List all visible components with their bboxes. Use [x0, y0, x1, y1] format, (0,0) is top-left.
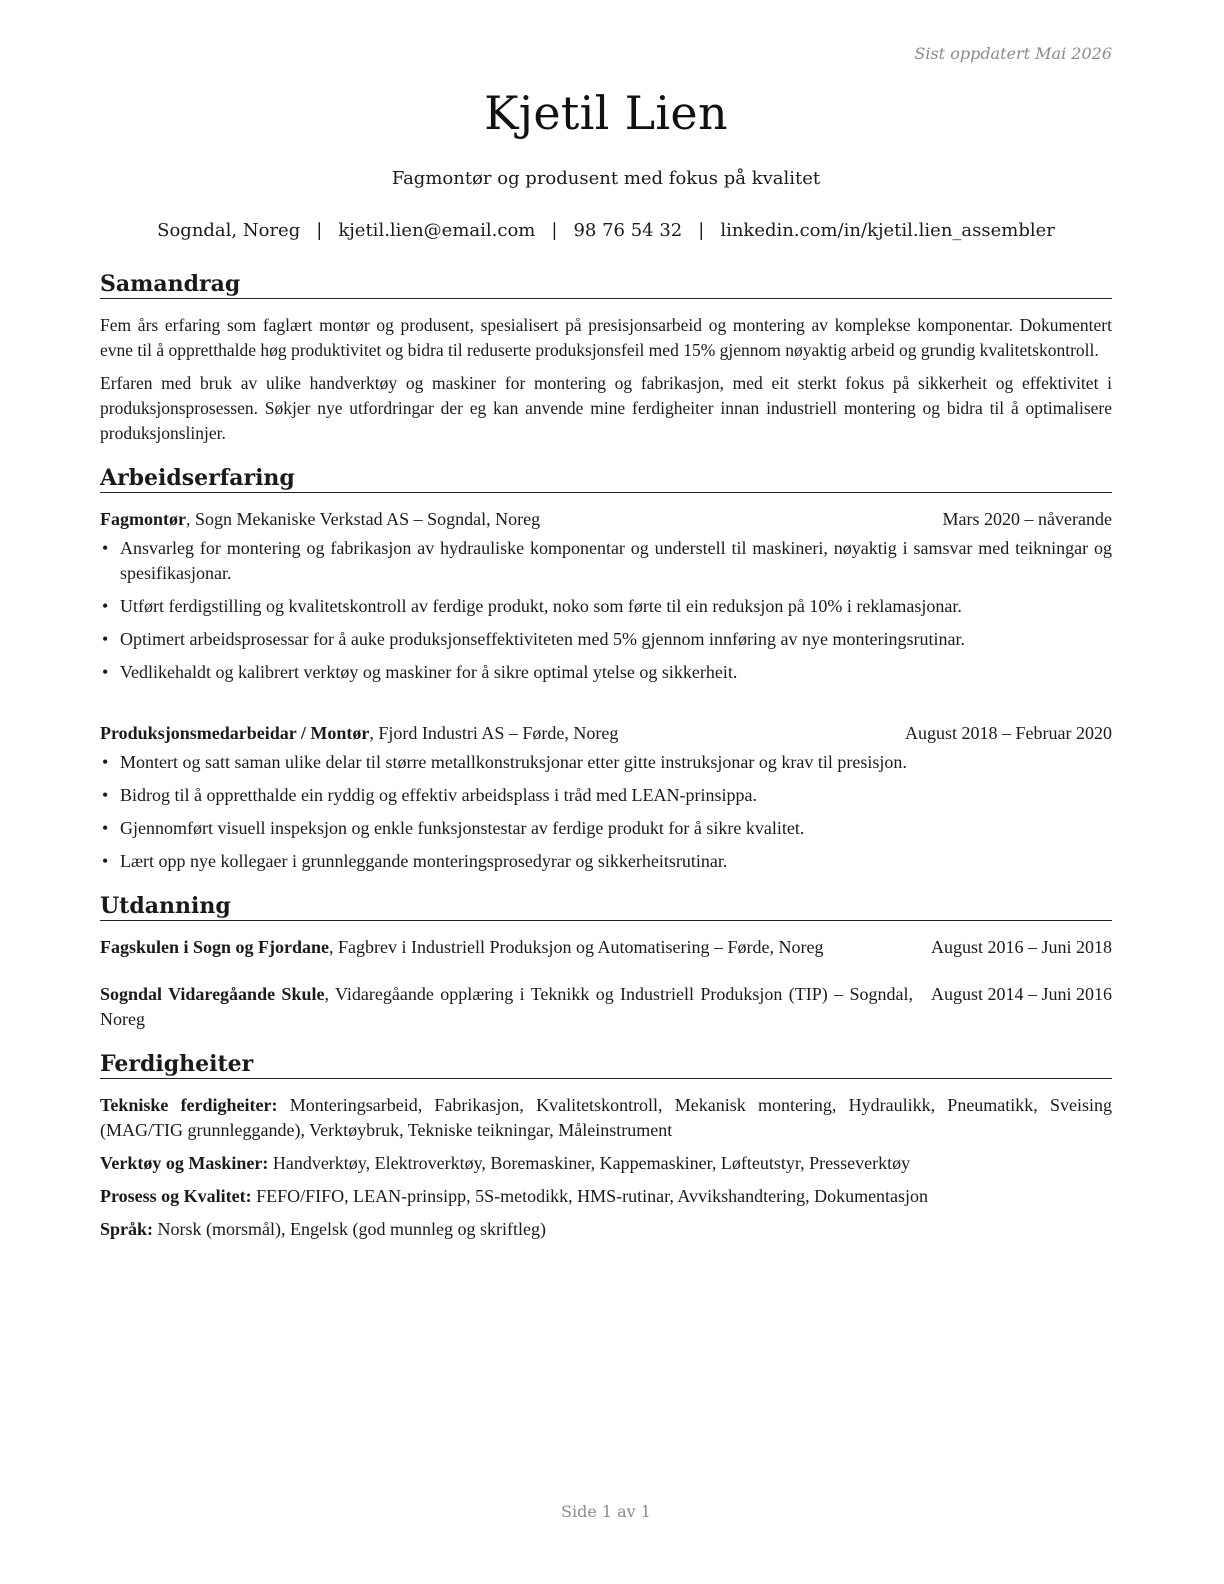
page-number: Side 1 av 1	[561, 1502, 651, 1521]
bullet-text: Vedlikehaldt og kalibrert verktøy og maskiner for å sikre optimal ytelse og sikkerheit.	[120, 662, 738, 682]
list-item	[100, 660, 1112, 685]
section-title-education: Utdanning	[100, 892, 1112, 921]
bullet-text: Utført ferdigstilling og kvalitetskontroll av ferdige produkt, noko som førte til ein reduksjon på 10% i reklamasjonar.	[120, 596, 962, 616]
bullet-icon: •	[102, 785, 109, 805]
education-section	[100, 892, 1112, 1032]
school-name: Sogndal Vidaregåande Skule	[100, 984, 325, 1004]
section-title-summary: Samandrag	[100, 270, 1112, 299]
job-header	[100, 507, 1112, 532]
resume-content	[100, 270, 1112, 1242]
job-role: Produksjonsmedarbeidar / Montør	[100, 723, 370, 743]
bullet-icon: •	[102, 629, 109, 649]
education-title-line	[100, 935, 931, 960]
skill-label: Verktøy og Maskiner:	[100, 1153, 269, 1173]
skill-group	[100, 1217, 1112, 1242]
separator: |	[698, 220, 705, 241]
job-bullets	[100, 750, 1112, 874]
job-bullets	[100, 536, 1112, 685]
list-item	[100, 594, 1112, 619]
separator: |	[551, 220, 558, 241]
skill-group	[100, 1093, 1112, 1143]
skills-section	[100, 1050, 1112, 1242]
list-item	[100, 627, 1112, 652]
bullet-icon: •	[102, 596, 109, 616]
list-item	[100, 536, 1112, 586]
bullet-icon: •	[102, 851, 109, 871]
education-title-line	[100, 982, 931, 1032]
bullet-text: Gjennomført visuell inspeksjon og enkle funksjonstestar av ferdige produkt for å sikre kvalitet.	[120, 818, 805, 838]
contact-location: Sogndal, Noreg	[157, 220, 301, 241]
spacer	[100, 693, 1112, 707]
bullet-text: Bidrog til å oppretthalde ein ryddig og effektiv arbeidsplass i tråd med LEAN-prinsippa.	[120, 785, 758, 805]
tagline: Fagmontør og produsent med fokus på kvalitet	[391, 168, 821, 189]
last-updated: Sist oppdatert Mai 2026	[914, 44, 1112, 63]
experience-section	[100, 464, 1112, 874]
job-org: , Fjord Industri AS – Førde, Noreg	[369, 723, 619, 743]
skill-label: Prosess og Kvalitet:	[100, 1186, 252, 1206]
spacer	[100, 960, 1112, 982]
summary-paragraph: Fem års erfaring som faglært montør og produsent, spesialisert på presisjonsarbeid og montering av komplekse komponentar. Dokumentert evne til å oppretthalde høg produktivitet og bidra til reduserte produksjonsfeil med 15% gjennom nøyaktig arbeid og grundig kvalitetskontroll.	[100, 315, 1112, 360]
bullet-text: Ansvarleg for montering og fabrikasjon av hydrauliske komponentar og understell til maskineri, nøyaktig i samsvar med teikningar og spesifikasjonar.	[120, 538, 1112, 583]
job-role: Fagmontør	[100, 509, 186, 529]
job-header	[100, 721, 1112, 746]
list-item	[100, 750, 1112, 775]
contact-linkedin[interactable]: linkedin.com/in/kjetil.lien_assembler	[720, 220, 1055, 241]
skill-text: FEFO/FIFO, LEAN-prinsipp, 5S-metodikk, HMS-rutinar, Avvikshandtering, Dokumentasjon	[251, 1186, 929, 1206]
contact-line	[100, 220, 1112, 241]
skill-label: Språk:	[100, 1219, 154, 1239]
skill-text: Norsk (morsmål), Engelsk (god munnleg og skriftleg)	[153, 1219, 546, 1239]
skill-text: Handverktøy, Elektroverktøy, Boremaskiner, Kappemaskiner, Løfteutstyr, Presseverktøy	[268, 1153, 911, 1173]
bullet-icon: •	[102, 538, 109, 558]
job-dates: August 2018 – Februar 2020	[905, 723, 1112, 743]
bullet-icon: •	[102, 818, 109, 838]
skill-group	[100, 1151, 1112, 1176]
education-dates: August 2016 – Juni 2018	[930, 937, 1112, 957]
bullet-icon: •	[102, 752, 109, 772]
bullet-text: Montert og satt saman ulike delar til større metallkonstruksjonar etter gitte instruksjonar og krav til presisjon.	[120, 752, 907, 772]
education-entry	[100, 982, 1112, 1032]
education-detail: , Fagbrev i Industriell Produksjon og Automatisering – Førde, Noreg	[329, 937, 824, 957]
job-title-line	[100, 721, 872, 746]
candidate-name: Kjetil Lien	[484, 86, 728, 140]
bullet-icon: •	[102, 662, 109, 682]
school-name: Fagskulen i Sogn og Fjordane	[100, 937, 330, 957]
education-detail: , Vidaregåande opplæring i Teknikk og Industriell Produksjon (TIP) – Sogndal, Noreg	[100, 984, 913, 1029]
job-org: , Sogn Mekaniske Verkstad AS – Sogndal, Noreg	[185, 509, 541, 529]
section-title-experience: Arbeidserfaring	[100, 464, 1112, 493]
skill-group	[100, 1184, 1112, 1209]
summary-section	[100, 270, 1112, 446]
job-title-line	[100, 507, 943, 532]
education-entry	[100, 935, 1112, 960]
list-item	[100, 816, 1112, 841]
separator: |	[316, 220, 323, 241]
list-item	[100, 783, 1112, 808]
section-title-skills: Ferdigheiter	[100, 1050, 1112, 1079]
resume-page	[100, 0, 1112, 1584]
education-dates: August 2014 – Juni 2016	[930, 984, 1112, 1004]
summary-paragraph: Erfaren med bruk av ulike handverktøy og maskiner for montering og fabrikasjon, med eit sterkt fokus på sikkerheit og effektivitet i produksjonsprosessen. Søkjer nye utfordringar der eg kan anvende mine ferdigheiter innan industriell montering og bidra til å optimalisere produksjonslinjer.	[100, 373, 1112, 443]
skill-text: Monteringsarbeid, Fabrikasjon, Kvalitetskontroll, Mekanisk montering, Hydraulikk, Pneumatikk, Sveising (MAG/TIG grunnleggande), Verktøybruk, Tekniske teikningar, Måleinstrument	[100, 1095, 1113, 1140]
bullet-text: Optimert arbeidsprosessar for å auke produksjonseffektiviteten med 5% gjennom innføring av nye monteringsrutinar.	[120, 629, 965, 649]
skill-label: Tekniske ferdigheiter:	[100, 1095, 278, 1115]
list-item	[100, 849, 1112, 874]
contact-phone[interactable]: 98 76 54 32	[573, 220, 683, 241]
bullet-text: Lært opp nye kollegaer i grunnleggande monteringsprosedyrar og sikkerheitsrutinar.	[120, 851, 728, 871]
contact-email[interactable]: kjetil.lien@email.com	[338, 220, 536, 241]
job-dates: Mars 2020 – nåverande	[942, 509, 1112, 529]
